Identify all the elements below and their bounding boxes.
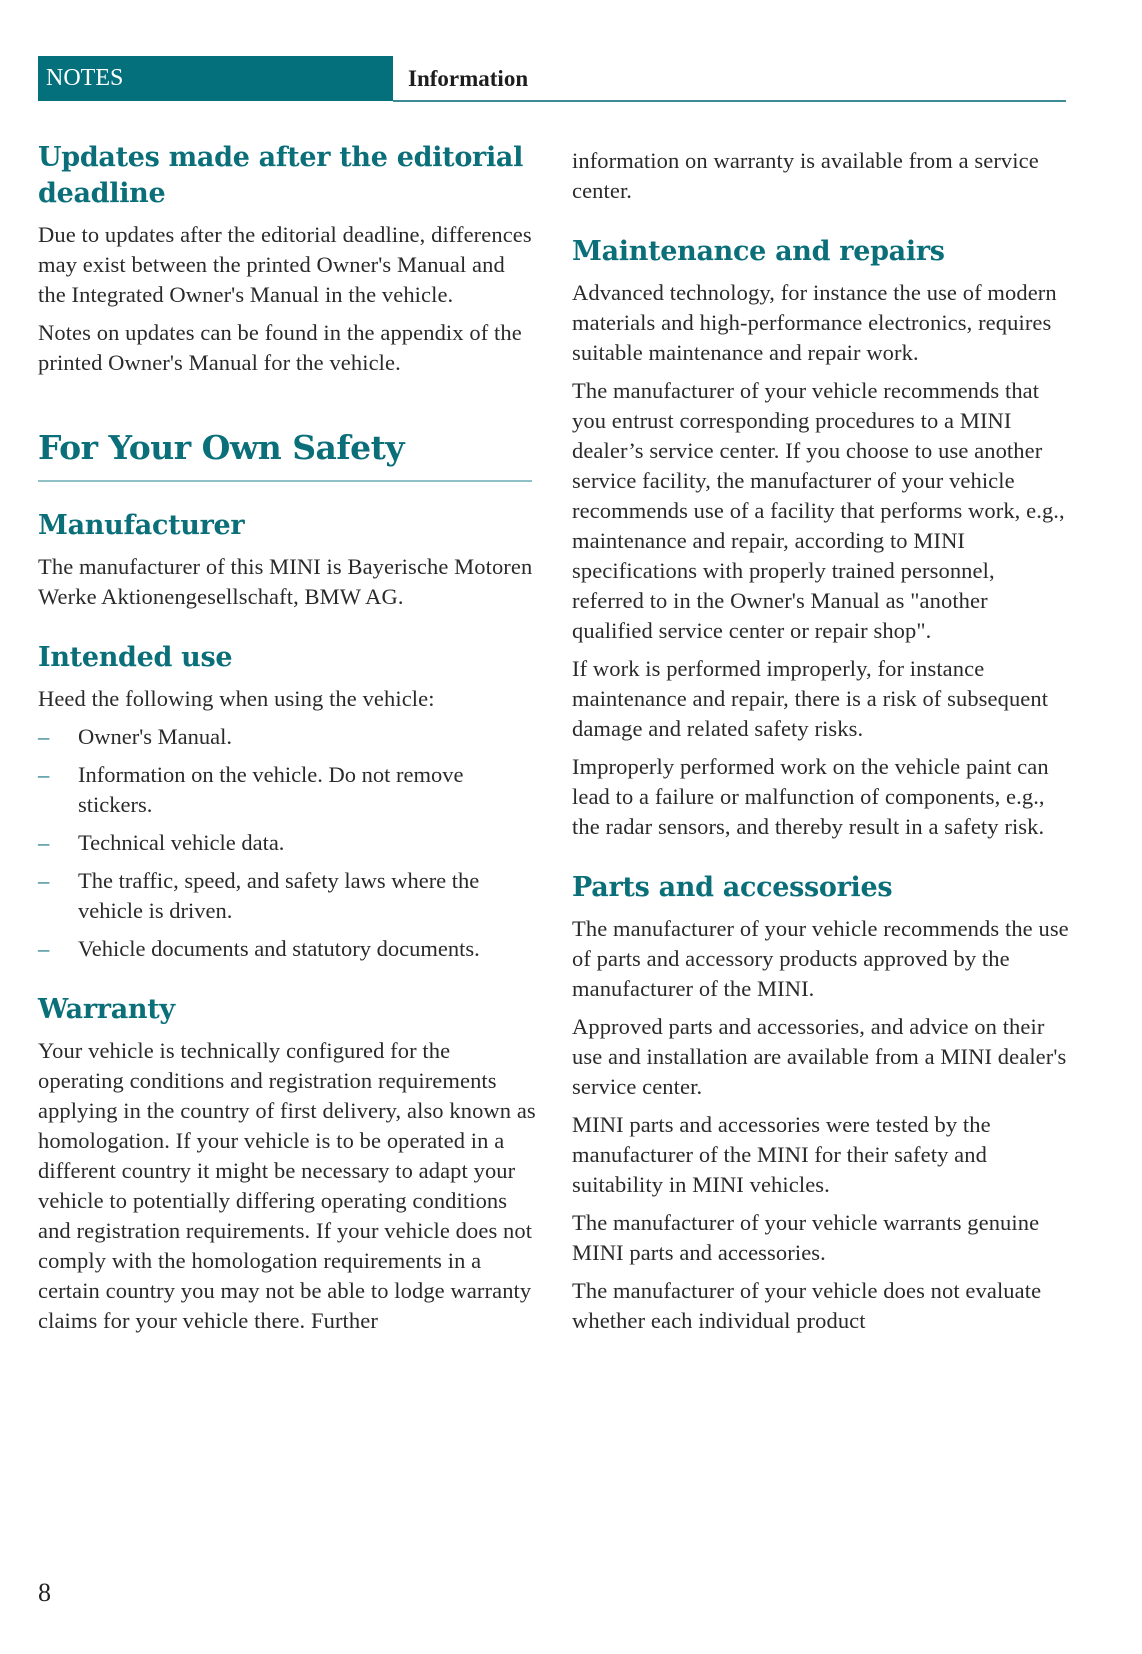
list-item xyxy=(38,722,538,752)
header-divider xyxy=(393,100,1066,102)
list-item-text: Information on the vehicle. Do not remove stickers. xyxy=(78,762,464,817)
section-divider xyxy=(38,480,532,482)
section-warranty xyxy=(38,992,538,1336)
page-number: 8 xyxy=(38,1578,51,1607)
chapter-title: Information xyxy=(408,66,529,91)
paragraph: Improperly performed work on the vehicle paint can lead to a failure or malfunction of components, e.g., the radar sensors, and thereby result in a safety risk. xyxy=(572,754,1049,839)
list-item xyxy=(38,828,538,858)
heading-for-your-own-safety: For Your Own Safety xyxy=(38,428,405,467)
paragraph-warranty-continued: information on warranty is available from a service center. xyxy=(572,148,1039,203)
paragraph: Advanced technology, for instance the use of modern materials and high-performance electronics, requires suitable maintenance and repair work. xyxy=(572,280,1057,365)
paragraph: The manufacturer of your vehicle recommends that you entrust corresponding procedures to a MINI dealer’s service center. If you choose to use another service facility, the manufacturer of your vehicle recommends use of a facility that performs work, e.g., maintenance and repair, according to MINI specifications with properly trained personnel, referred to in the Owner's Manual as "another qualified service center or repair shop". xyxy=(572,378,1065,643)
heading-intended-use: Intended use xyxy=(38,642,233,673)
dash-bullet-icon: – xyxy=(38,936,50,961)
section-intended-use xyxy=(38,640,538,964)
paragraph: Your vehicle is technically configured for the operating conditions and registration requirements applying in the country of first delivery, also known as homologation. If your vehicle is to be operated in a different country it might be necessary to adapt your vehicle to potentially differing operating conditions and registration requirements. If your vehicle does not comply with the homologation requirements in a certain country you may not be able to lodge warranty claims for your vehicle there. Further xyxy=(38,1038,536,1333)
list-item xyxy=(38,760,538,820)
list-item-text: The traffic, speed, and safety laws where the vehicle is driven. xyxy=(78,868,480,923)
right-column xyxy=(572,146,1072,1344)
list-item xyxy=(38,866,538,926)
paragraph: The manufacturer of your vehicle does not evaluate whether each individual product xyxy=(572,1278,1042,1333)
heading-manufacturer: Manufacturer xyxy=(38,510,245,541)
section-parts-and-accessories xyxy=(572,870,1072,1336)
paragraph: Notes on updates can be found in the appendix of the printed Owner's Manual for the vehicle. xyxy=(38,320,522,375)
section-for-your-own-safety xyxy=(38,426,538,482)
left-column xyxy=(38,140,538,1344)
list-item xyxy=(38,934,538,964)
section-tab-notes: NOTES xyxy=(38,56,393,101)
paragraph: The manufacturer of your vehicle warrants genuine MINI parts and accessories. xyxy=(572,1210,1040,1265)
section-updates xyxy=(38,140,538,378)
paragraph: MINI parts and accessories were tested by the manufacturer of the MINI for their safety and suitability in MINI vehicles. xyxy=(572,1112,991,1197)
heading-parts-and-accessories: Parts and accessories xyxy=(572,872,893,903)
paragraph: Due to updates after the editorial deadline, differences may exist between the printed Owner's Manual and the Integrated Owner's Manual in the vehicle. xyxy=(38,222,532,307)
section-maintenance-and-repairs xyxy=(572,234,1072,842)
page-header xyxy=(38,56,1066,102)
heading-warranty: Warranty xyxy=(38,994,175,1025)
section-manufacturer xyxy=(38,508,538,612)
paragraph: The manufacturer of this MINI is Bayerische Motoren Werke Aktionengesellschaft, BMW AG. xyxy=(38,554,533,609)
intended-use-list xyxy=(38,722,538,964)
list-item-text: Technical vehicle data. xyxy=(78,830,285,855)
dash-bullet-icon: – xyxy=(38,868,50,893)
dash-bullet-icon: – xyxy=(38,830,50,855)
dash-bullet-icon: – xyxy=(38,724,50,749)
list-item-text: Vehicle documents and statutory documents. xyxy=(78,936,480,961)
heading-updates: Updates made after the editorial deadline xyxy=(38,142,524,209)
paragraph: Approved parts and accessories, and advice on their use and installation are available from a MINI dealer's service center. xyxy=(572,1014,1067,1099)
heading-maintenance-and-repairs: Maintenance and repairs xyxy=(572,236,945,267)
dash-bullet-icon: – xyxy=(38,762,50,787)
paragraph: If work is performed improperly, for instance maintenance and repair, there is a risk of subsequent damage and related safety risks. xyxy=(572,656,1049,741)
paragraph: The manufacturer of your vehicle recommends the use of parts and accessory products approved by the manufacturer of the MINI. xyxy=(572,916,1069,1001)
list-item-text: Owner's Manual. xyxy=(78,724,233,749)
paragraph: Heed the following when using the vehicle: xyxy=(38,686,435,711)
